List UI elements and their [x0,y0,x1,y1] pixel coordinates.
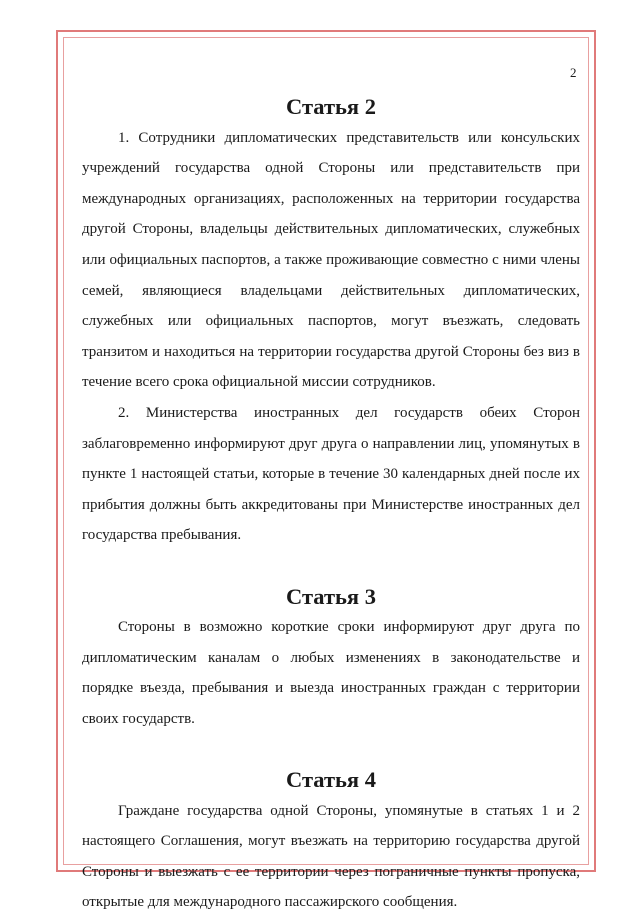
section-gap [82,551,580,582]
article-3-heading: Статья 3 [286,583,376,609]
page-number: 2 [570,65,577,80]
article-3-paragraph-1: Стороны в возможно короткие сроки информируют друг друга по дипломатическим каналам о любых изменениях в законодательстве и порядке въезда, пребывания и выезда иностранных граждан с территории своих государств. [82,619,580,727]
article-3 [82,582,580,735]
section-gap [82,734,580,765]
article-4-heading: Статья 4 [286,767,376,793]
article-2 [82,92,580,551]
article-2-heading: Статья 2 [286,94,376,119]
article-2-paragraph-2: 2. Министерства иностранных дел государств обеих Сторон заблаговременно информируют друг друга о направлении лиц, упомянутых в пункте 1 настоящей статьи, которые в течение 30 календарных дней после их прибытия должны быть аккредитованы при Министерстве иностранных дел государства пребывания. [82,404,580,544]
article-2-paragraph-1: 1. Сотрудники дипломатических представительств или консульских учреждений государства одной Стороны или представительств при международных организациях, расположенных на территории государства другой Стороны, владельцы действительных дипломатических, служебных или официальных паспортов, а также проживающие совместно с ними члены семей, являющиеся владельцами действительных дипломатических, служебных или официальных паспортов, могут въезжать, следовать транзитом и находиться на территории государства другой Стороны без виз в течение всего срока официальной миссии сотрудников. [82,129,580,391]
article-4-paragraph-1: Граждане государства одной Стороны, упомянутые в статьях 1 и 2 настоящего Соглашения, могут въезжать на территорию государства другой Стороны и выезжать с ее территории через пограничные пункты пропуска, открытые для международного пассажирского сообщения. [82,802,580,911]
document-body [82,92,580,918]
article-4 [82,765,580,918]
